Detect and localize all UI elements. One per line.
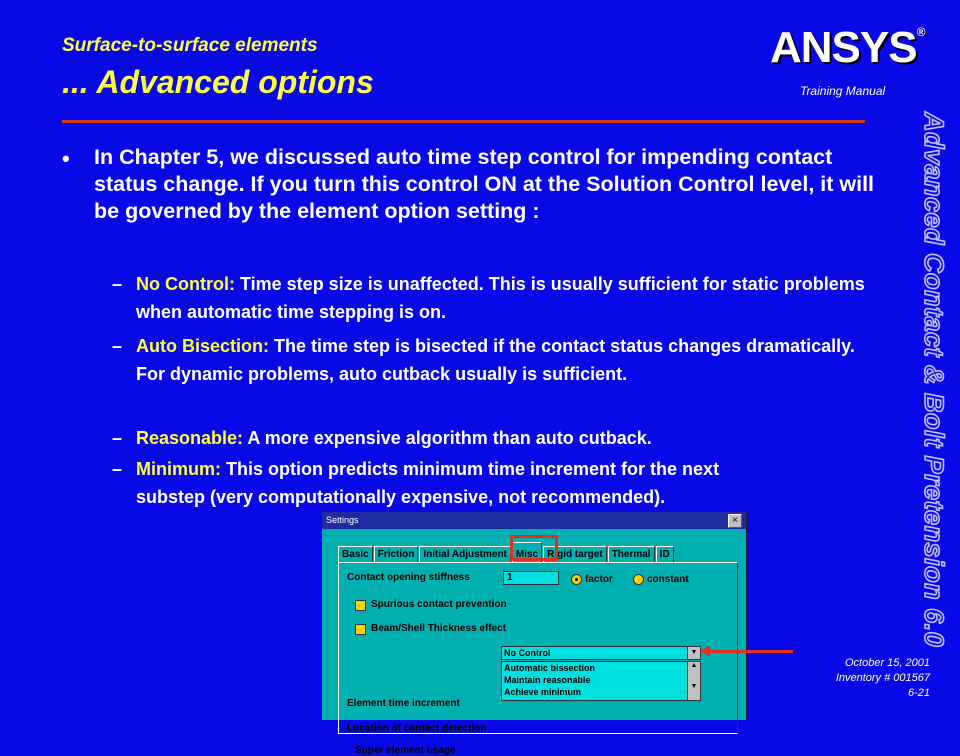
option-keyword: Minimum: — [136, 459, 221, 479]
super-element-label: Super element usage — [355, 745, 456, 756]
pointer-arrow-line — [708, 650, 793, 653]
slide-subtitle: Surface-to-surface elements — [62, 35, 318, 56]
dropdown-option[interactable]: Automatic bissection — [504, 663, 596, 673]
chevron-down-icon[interactable]: ▼ — [687, 647, 700, 659]
spurious-contact-checkbox[interactable] — [355, 600, 366, 611]
slide-footer — [800, 656, 930, 701]
time-increment-label: Element time increment — [347, 698, 460, 709]
option-keyword: Reasonable: — [136, 428, 244, 448]
scroll-down-icon[interactable]: ▼ — [690, 683, 698, 690]
close-icon[interactable]: × — [728, 514, 742, 528]
option-keyword: No Control: — [136, 274, 235, 294]
footer-inventory: Inventory # 001567 — [835, 672, 930, 684]
location-contact-detection-label: Location of contact detection — [347, 723, 487, 734]
beam-shell-checkbox[interactable] — [355, 624, 366, 635]
dropdown-scrollbar[interactable] — [687, 662, 700, 700]
tab-initial-adjustment[interactable]: Initial Adjustment — [419, 546, 511, 562]
option-minimum — [112, 455, 732, 511]
time-increment-dropdown — [501, 661, 701, 701]
beam-shell-label: Beam/Shell Thickness effect — [371, 623, 507, 634]
misc-tab-highlight — [510, 535, 558, 561]
tab-id[interactable]: ID — [656, 546, 674, 562]
ansys-logo: ANSYS® — [770, 23, 925, 72]
slide-title: ... Advanced options — [62, 64, 374, 100]
footer-page-number: 6-21 — [907, 687, 930, 699]
option-description: Time step size is unaffected. This is usually sufficient for static problems when automatic time stepping is on. — [136, 274, 865, 322]
dropdown-option[interactable]: Achieve minimum — [504, 687, 582, 697]
tab-misc[interactable]: Misc — [512, 542, 542, 562]
option-reasonable — [112, 424, 872, 452]
dash: – — [112, 336, 123, 356]
opening-stiffness-input[interactable]: 1 — [503, 571, 559, 585]
vertical-course-title: Advanced Contact & Bolt Pretension 6.0 — [919, 112, 949, 648]
option-keyword: Auto Bisection: — [136, 336, 269, 356]
tab-friction[interactable]: Friction — [374, 546, 419, 562]
footer-date: October 15, 2001 — [844, 657, 930, 669]
opening-stiffness-label: Contact opening stiffness — [347, 572, 470, 583]
option-description: This option predicts minimum time increment for the next substep (very computationally expensive, not recommended). — [136, 459, 720, 507]
dialog-title: Settings — [326, 515, 359, 525]
tab-rigid-target[interactable]: Rigid target — [543, 546, 607, 562]
training-manual-label: Training Manual — [800, 84, 886, 98]
constant-radio[interactable] — [633, 574, 644, 585]
dash: – — [112, 428, 123, 448]
bullet-point: • — [62, 146, 70, 171]
misc-tab-panel — [338, 562, 738, 756]
option-no-control — [112, 270, 872, 326]
factor-label: factor — [585, 574, 613, 585]
time-increment-select[interactable] — [501, 646, 701, 660]
dropdown-option[interactable]: Maintain reasonable — [504, 675, 591, 685]
option-description: A more expensive algorithm than auto cutback. — [243, 428, 652, 448]
factor-radio[interactable] — [571, 574, 582, 585]
arrow-left-icon — [700, 645, 710, 657]
main-bullet-text: In Chapter 5, we discussed auto time step control for impending contact status change. If you turn this control ON at the Solution Control level, it will be governed by the element option setting : — [94, 145, 875, 223]
option-auto-bisection — [112, 332, 872, 388]
constant-label: constant — [647, 574, 689, 585]
header-divider — [62, 120, 865, 123]
settings-dialog — [322, 512, 748, 756]
dash: – — [112, 274, 123, 294]
spurious-contact-label: Spurious contact prevention — [371, 599, 507, 610]
dialog-tabs — [338, 542, 675, 562]
tab-thermal[interactable]: Thermal — [608, 546, 655, 562]
time-increment-value: No Control — [504, 648, 551, 658]
tab-basic[interactable]: Basic — [338, 546, 373, 562]
dialog-titlebar — [322, 512, 746, 529]
dash: – — [112, 459, 123, 479]
option-description: The time step is bisected if the contact status changes dramatically. For dynamic problems, auto cutback usually is sufficient. — [136, 336, 855, 384]
scroll-up-icon[interactable]: ▲ — [690, 662, 698, 669]
